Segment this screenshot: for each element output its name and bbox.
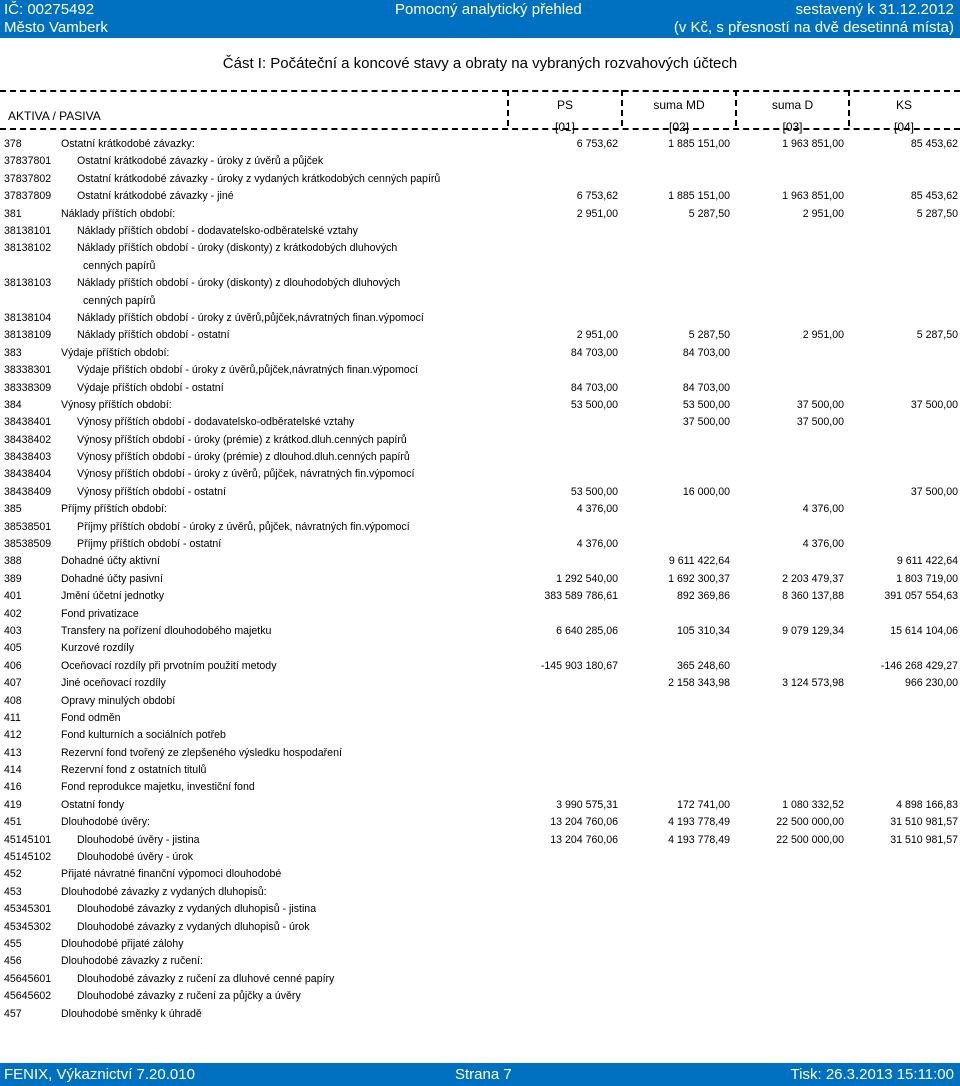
account-code: 385 bbox=[4, 503, 22, 516]
value-ps: 4 376,00 bbox=[576, 538, 618, 551]
account-name-text: Opravy minulých období bbox=[61, 694, 176, 707]
value-ks: 5 287,50 bbox=[916, 207, 958, 220]
account-name bbox=[61, 136, 531, 153]
account-name-text: Dohadné účty aktivní bbox=[61, 555, 160, 568]
account-code: 412 bbox=[4, 729, 22, 742]
value-ps: 6 753,62 bbox=[576, 138, 618, 150]
account-name bbox=[77, 901, 547, 918]
account-name bbox=[61, 675, 531, 692]
value-md: 16 000,00 bbox=[682, 485, 730, 498]
table-row bbox=[0, 536, 960, 553]
value-ks: 9 611 422,64 bbox=[896, 555, 958, 568]
table-row bbox=[0, 762, 960, 779]
value-ks: 1 803 719,00 bbox=[896, 572, 958, 585]
account-code: 403 bbox=[4, 624, 22, 637]
value-md: 1 885 151,00 bbox=[668, 190, 730, 203]
account-code: 384 bbox=[4, 398, 22, 411]
account-name bbox=[61, 606, 531, 623]
table-row bbox=[0, 901, 960, 918]
account-name bbox=[61, 501, 531, 518]
table-row bbox=[0, 466, 960, 483]
account-name bbox=[77, 432, 547, 449]
account-name-text: Ostatní krátkodobé závazky: bbox=[61, 138, 195, 150]
account-name bbox=[77, 414, 547, 431]
value-d: 1 963 851,00 bbox=[782, 138, 844, 150]
account-code: 383 bbox=[4, 346, 22, 359]
value-ps: 1 292 540,00 bbox=[556, 572, 618, 585]
account-code: 451 bbox=[4, 816, 22, 829]
column-header-label: AKTIVA / PASIVA bbox=[8, 109, 101, 123]
table-row bbox=[0, 171, 960, 188]
account-name-text: Dlouhodobé úvěry - úrok bbox=[77, 851, 194, 864]
table-row bbox=[0, 727, 960, 744]
column-code: [04] bbox=[893, 120, 914, 134]
account-name bbox=[61, 553, 531, 570]
account-code: 38138102 bbox=[4, 242, 52, 255]
account-code: 37837801 bbox=[4, 155, 52, 168]
account-name-continuation: cenných papírů bbox=[83, 259, 156, 272]
account-name bbox=[77, 362, 547, 379]
account-name-text: Fond privatizace bbox=[61, 607, 139, 620]
account-code: 38138103 bbox=[4, 277, 52, 290]
column-header-d bbox=[737, 94, 848, 138]
value-ks: 85 453,62 bbox=[910, 138, 958, 150]
account-name-text: Výnosy příštích období - úroky (prémie) z dlouhod.dluh.cenných papírů bbox=[77, 451, 410, 464]
account-name bbox=[77, 466, 547, 483]
value-d: 37 500,00 bbox=[796, 416, 844, 429]
account-code: 38438402 bbox=[4, 433, 52, 446]
value-ks: 391 057 554,63 bbox=[884, 590, 958, 603]
table-row bbox=[0, 223, 960, 240]
value-ps: 383 589 786,61 bbox=[544, 590, 618, 603]
table-row bbox=[0, 327, 960, 344]
account-name bbox=[77, 919, 547, 936]
value-ps: 84 703,00 bbox=[570, 346, 618, 359]
account-code: 405 bbox=[4, 642, 22, 655]
table-row bbox=[0, 501, 960, 518]
table-row bbox=[0, 675, 960, 692]
header-divider-top bbox=[0, 90, 960, 92]
print-timestamp: Tisk: 26.3.2013 15:11:00 bbox=[790, 1066, 954, 1083]
account-code: 419 bbox=[4, 798, 22, 811]
value-d: 37 500,00 bbox=[796, 398, 844, 411]
value-d: 1 963 851,00 bbox=[782, 190, 844, 203]
account-code: 37837802 bbox=[4, 172, 52, 185]
account-code: 38338309 bbox=[4, 381, 52, 394]
table-row bbox=[0, 553, 960, 570]
account-code: 413 bbox=[4, 746, 22, 759]
account-name bbox=[77, 449, 547, 466]
table-row bbox=[0, 971, 960, 988]
account-name bbox=[61, 710, 531, 727]
table-row bbox=[0, 1006, 960, 1023]
account-name bbox=[77, 171, 547, 188]
account-name bbox=[77, 188, 547, 205]
account-name bbox=[61, 866, 531, 883]
column-header-md bbox=[623, 94, 735, 138]
value-d: 2 951,00 bbox=[802, 207, 844, 220]
account-name bbox=[77, 988, 547, 1005]
value-ps: 4 376,00 bbox=[576, 503, 618, 516]
table-row bbox=[0, 988, 960, 1005]
value-md: 9 611 422,64 bbox=[668, 555, 730, 568]
table-row bbox=[0, 849, 960, 866]
account-code: 45645602 bbox=[4, 990, 52, 1003]
account-code: 38438401 bbox=[4, 416, 52, 429]
report-name: Pomocný analytický přehled bbox=[395, 1, 582, 18]
table-row bbox=[0, 797, 960, 814]
table-row bbox=[0, 745, 960, 762]
account-code: 38138109 bbox=[4, 329, 52, 342]
account-name-text: Dlouhodobé závazky z vydaných dluhopisů - úrok bbox=[77, 920, 310, 933]
account-code: 414 bbox=[4, 764, 22, 777]
table-row bbox=[0, 362, 960, 379]
value-d: 3 124 573,98 bbox=[782, 677, 844, 690]
column-header-ks bbox=[850, 94, 958, 138]
value-ps: -145 903 180,67 bbox=[540, 659, 618, 672]
account-code: 37837809 bbox=[4, 190, 52, 203]
value-md: 365 248,60 bbox=[676, 659, 730, 672]
account-code: 408 bbox=[4, 694, 22, 707]
table-row bbox=[0, 710, 960, 727]
account-name-text: Fond kulturních a sociálních potřeb bbox=[61, 729, 226, 742]
ico-label: IČ: 00275492 bbox=[4, 1, 95, 18]
value-d: 9 079 129,34 bbox=[782, 624, 844, 637]
account-name-text: Fond odměn bbox=[61, 711, 121, 724]
account-name bbox=[61, 797, 531, 814]
account-name bbox=[61, 693, 531, 710]
value-d: 8 360 137,88 bbox=[782, 590, 844, 603]
value-ps: 13 204 760,06 bbox=[550, 833, 618, 846]
table-row bbox=[0, 380, 960, 397]
account-name bbox=[61, 762, 531, 779]
table-row bbox=[0, 640, 960, 657]
account-table bbox=[0, 136, 960, 1023]
account-name-text: Dlouhodobé závazky z vydaných dluhopisů: bbox=[61, 885, 267, 898]
table-row bbox=[0, 310, 960, 327]
account-name-text: Výnosy příštích období - úroky (prémie) z krátkod.dluh.cenných papírů bbox=[77, 433, 407, 446]
value-ks: 966 230,00 bbox=[904, 677, 958, 690]
table-row bbox=[0, 484, 960, 501]
table-row bbox=[0, 571, 960, 588]
account-code: 45345302 bbox=[4, 920, 52, 933]
table-row bbox=[0, 779, 960, 796]
account-code: 416 bbox=[4, 781, 22, 794]
account-name-continuation: cenných papírů bbox=[83, 294, 156, 307]
value-d: 4 376,00 bbox=[802, 538, 844, 551]
account-name-text: Výdaje příštích období - úroky z úvěrů,půjček,návratných finan.výpomocí bbox=[77, 364, 418, 377]
value-ps: 84 703,00 bbox=[570, 381, 618, 394]
value-ks: 31 510 981,57 bbox=[890, 833, 958, 846]
account-name-text: Ostatní krátkodobé závazky - úroky z vydaných krátkodobých cenných papírů bbox=[77, 172, 441, 185]
as-of-date: sestavený k 31.12.2012 bbox=[795, 1, 954, 18]
table-row bbox=[0, 206, 960, 223]
value-md: 105 310,34 bbox=[676, 624, 730, 637]
value-md: 4 193 778,49 bbox=[668, 816, 730, 829]
value-d: 4 376,00 bbox=[802, 503, 844, 516]
account-name-text: Náklady příštích období - dodavatelsko-odběratelské vztahy bbox=[77, 224, 358, 237]
column-header-ps bbox=[509, 94, 621, 138]
organization-name: Město Vamberk bbox=[4, 19, 108, 36]
account-name-text: Dlouhodobé závazky z vydaných dluhopisů - jistina bbox=[77, 903, 317, 916]
account-code: 381 bbox=[4, 207, 22, 220]
table-row bbox=[0, 414, 960, 431]
account-code: 38438403 bbox=[4, 451, 52, 464]
account-name bbox=[61, 884, 531, 901]
value-md: 892 369,86 bbox=[676, 590, 730, 603]
account-name bbox=[61, 745, 531, 762]
value-d: 2 203 479,37 bbox=[782, 572, 844, 585]
account-name-text: Ostatní krátkodobé závazky - úroky z úvěrů a půjček bbox=[77, 155, 324, 168]
value-md: 5 287,50 bbox=[688, 207, 730, 220]
column-name: suma D bbox=[771, 98, 814, 112]
account-name-text: Kurzové rozdíly bbox=[61, 642, 135, 655]
account-name-text: Výdaje příštích období - ostatní bbox=[77, 381, 224, 394]
account-name bbox=[77, 380, 547, 397]
account-name-text: Fond reprodukce majetku, investiční fond bbox=[61, 781, 255, 794]
value-d: 1 080 332,52 bbox=[782, 798, 844, 811]
account-name-text: Ostatní fondy bbox=[61, 798, 125, 811]
account-code: 456 bbox=[4, 955, 22, 968]
account-name-text: Příjmy příštích období: bbox=[61, 503, 167, 516]
value-d: 2 951,00 bbox=[802, 329, 844, 342]
account-name bbox=[61, 623, 531, 640]
table-row bbox=[0, 953, 960, 970]
account-code: 453 bbox=[4, 885, 22, 898]
value-ps: 6 753,62 bbox=[576, 190, 618, 203]
header-divider-bottom bbox=[0, 128, 960, 130]
account-code: 407 bbox=[4, 677, 22, 690]
account-name-text: Výnosy příštích období: bbox=[61, 398, 172, 411]
account-name-text: Náklady příštích období - úroky (diskonty) z dlouhodobých dluhových bbox=[77, 277, 401, 290]
value-ks: -146 268 429,27 bbox=[880, 659, 958, 672]
account-code: 388 bbox=[4, 555, 22, 568]
account-name bbox=[77, 275, 547, 310]
section-title: Část I: Počáteční a koncové stavy a obraty na vybraných rozvahových účtech bbox=[222, 55, 738, 72]
account-name bbox=[77, 849, 547, 866]
table-row bbox=[0, 919, 960, 936]
value-ps: 2 951,00 bbox=[576, 329, 618, 342]
table-row bbox=[0, 884, 960, 901]
account-name bbox=[61, 588, 531, 605]
account-code: 45145102 bbox=[4, 851, 52, 864]
table-row bbox=[0, 936, 960, 953]
table-row bbox=[0, 832, 960, 849]
account-code: 45645601 bbox=[4, 972, 52, 985]
account-name bbox=[61, 206, 531, 223]
account-code: 38338301 bbox=[4, 364, 52, 377]
account-name bbox=[61, 658, 531, 675]
account-code: 378 bbox=[4, 138, 22, 150]
account-code: 38138104 bbox=[4, 311, 52, 324]
account-name bbox=[77, 240, 547, 275]
value-d: 22 500 000,00 bbox=[776, 833, 844, 846]
account-name-text: Rezervní fond z ostatních titulů bbox=[61, 764, 207, 777]
account-name bbox=[61, 814, 531, 831]
value-ks: 37 500,00 bbox=[910, 398, 958, 411]
table-row bbox=[0, 606, 960, 623]
account-code: 45345301 bbox=[4, 903, 52, 916]
column-code: [03] bbox=[782, 120, 803, 134]
value-md: 1 692 300,37 bbox=[668, 572, 730, 585]
account-name-text: Dlouhodobé závazky z ručení za půjčky a úvěry bbox=[77, 990, 301, 1003]
value-ps: 3 990 575,31 bbox=[556, 798, 618, 811]
account-code: 452 bbox=[4, 868, 22, 881]
value-md: 5 287,50 bbox=[688, 329, 730, 342]
account-name-text: Jiné oceňovací rozdíly bbox=[61, 677, 166, 690]
account-name-text: Dlouhodobé závazky z ručení: bbox=[61, 955, 203, 968]
value-ks: 15 614 104,06 bbox=[890, 624, 958, 637]
account-name bbox=[77, 484, 547, 501]
account-name-text: Přijaté návratné finanční výpomoci dlouhodobé bbox=[61, 868, 282, 881]
table-row bbox=[0, 658, 960, 675]
table-row bbox=[0, 275, 960, 310]
account-name-text: Výnosy příštích období - dodavatelsko-odběratelské vztahy bbox=[77, 416, 355, 429]
account-name bbox=[61, 571, 531, 588]
value-ps: 2 951,00 bbox=[576, 207, 618, 220]
account-code: 45145101 bbox=[4, 833, 52, 846]
value-ks: 85 453,62 bbox=[910, 190, 958, 203]
account-code: 411 bbox=[4, 711, 21, 724]
account-code: 401 bbox=[4, 590, 22, 603]
column-name: suma MD bbox=[653, 98, 705, 112]
value-ps: 13 204 760,06 bbox=[550, 816, 618, 829]
column-name: PS bbox=[556, 98, 573, 112]
account-name bbox=[77, 327, 547, 344]
account-code: 457 bbox=[4, 1007, 22, 1020]
account-name-text: Oceňovací rozdíly při prvotním použití metody bbox=[61, 659, 277, 672]
value-ps: 53 500,00 bbox=[570, 398, 618, 411]
account-code: 38538501 bbox=[4, 520, 52, 533]
table-row bbox=[0, 188, 960, 205]
account-name-text: Náklady příštích období - ostatní bbox=[77, 329, 230, 342]
account-name bbox=[61, 1006, 531, 1023]
value-ks: 31 510 981,57 bbox=[890, 816, 958, 829]
account-code: 455 bbox=[4, 938, 22, 950]
account-name-text: Ostatní krátkodobé závazky - jiné bbox=[77, 190, 234, 203]
table-row bbox=[0, 519, 960, 536]
table-row bbox=[0, 588, 960, 605]
account-code: 406 bbox=[4, 659, 22, 672]
value-ps: 6 640 285,06 bbox=[556, 624, 618, 637]
account-name-text: Příjmy příštích období - ostatní bbox=[77, 538, 222, 551]
value-md: 84 703,00 bbox=[682, 346, 730, 359]
account-name bbox=[61, 727, 531, 744]
column-name: KS bbox=[895, 98, 912, 112]
account-name bbox=[77, 519, 547, 536]
value-md: 53 500,00 bbox=[682, 398, 730, 411]
account-name-text: Rezervní fond tvořený ze zlepšeného výsledku hospodaření bbox=[61, 746, 342, 759]
account-name-text: Výnosy příštích období - úroky z úvěrů, půjček, návratných fin.výpomocí bbox=[77, 468, 415, 481]
value-d: 22 500 000,00 bbox=[776, 816, 844, 829]
account-name bbox=[77, 153, 547, 170]
value-ks: 37 500,00 bbox=[910, 485, 958, 498]
table-row bbox=[0, 345, 960, 362]
account-name-text: Dohadné účty pasivní bbox=[61, 572, 163, 585]
account-name-text: Dlouhodobé směnky k úhradě bbox=[61, 1007, 202, 1020]
account-name-text: Dlouhodobé úvěry: bbox=[61, 816, 150, 829]
software-version: FENIX, Výkaznictví 7.20.010 bbox=[4, 1066, 195, 1083]
table-row bbox=[0, 397, 960, 414]
table-row bbox=[0, 623, 960, 640]
column-code: [01] bbox=[554, 120, 575, 134]
account-name bbox=[77, 310, 547, 327]
account-name bbox=[61, 779, 531, 796]
account-code: 38438404 bbox=[4, 468, 52, 481]
account-name bbox=[61, 397, 531, 414]
account-code: 389 bbox=[4, 572, 22, 585]
value-ps: 53 500,00 bbox=[570, 485, 618, 498]
account-name-text: Transfery na pořízení dlouhodobého majetku bbox=[61, 624, 272, 637]
account-name bbox=[61, 953, 531, 970]
report-header bbox=[0, 0, 960, 38]
account-name bbox=[77, 832, 547, 849]
account-code: 402 bbox=[4, 607, 22, 620]
account-name-text: Náklady příštích období: bbox=[61, 207, 176, 220]
account-name-text: Výnosy příštích období - ostatní bbox=[77, 485, 226, 498]
account-code: 38138101 bbox=[4, 224, 52, 237]
table-row bbox=[0, 153, 960, 170]
account-name bbox=[61, 640, 531, 657]
value-md: 84 703,00 bbox=[682, 381, 730, 394]
account-name-text: Dlouhodobé úvěry - jistina bbox=[77, 833, 200, 846]
account-name-text: Výdaje příštích období: bbox=[61, 346, 170, 359]
account-name-text: Dlouhodobé přijaté zálohy bbox=[61, 938, 184, 950]
account-name-text: Náklady příštích období - úroky (diskonty) z krátkodobých dluhových bbox=[77, 242, 398, 255]
account-name-text: Náklady příštích období - úroky z úvěrů,půjček,návratných finan.výpomocí bbox=[77, 311, 424, 324]
account-name bbox=[77, 971, 547, 988]
account-name-text: Příjmy příštích období - úroky z úvěrů, půjček, návratných fin.výpomocí bbox=[77, 520, 410, 533]
value-md: 1 885 151,00 bbox=[668, 138, 730, 150]
account-name-text: Jmění účetní jednotky bbox=[61, 590, 165, 603]
account-name bbox=[61, 345, 531, 362]
value-md: 37 500,00 bbox=[682, 416, 730, 429]
value-md: 172 741,00 bbox=[676, 798, 730, 811]
value-ks: 5 287,50 bbox=[916, 329, 958, 342]
account-name bbox=[77, 536, 547, 553]
account-name bbox=[77, 223, 547, 240]
column-code: [02] bbox=[668, 120, 689, 134]
account-name bbox=[61, 936, 531, 953]
table-row bbox=[0, 136, 960, 153]
table-row bbox=[0, 240, 960, 275]
value-ks: 4 898 166,83 bbox=[896, 798, 958, 811]
account-code: 38538509 bbox=[4, 538, 52, 551]
value-md: 4 193 778,49 bbox=[668, 833, 730, 846]
unit-note: (v Kč, s přesností na dvě desetinná místa) bbox=[673, 19, 954, 36]
table-row bbox=[0, 693, 960, 710]
table-row bbox=[0, 866, 960, 883]
table-row bbox=[0, 449, 960, 466]
account-code: 38438409 bbox=[4, 485, 52, 498]
table-row bbox=[0, 432, 960, 449]
table-row bbox=[0, 814, 960, 831]
report-footer bbox=[0, 1063, 960, 1086]
account-name-text: Dlouhodobé závazky z ručení za dluhové cenné papíry bbox=[77, 972, 335, 985]
value-md: 2 158 343,98 bbox=[668, 677, 730, 690]
page-number: Strana 7 bbox=[455, 1066, 512, 1083]
